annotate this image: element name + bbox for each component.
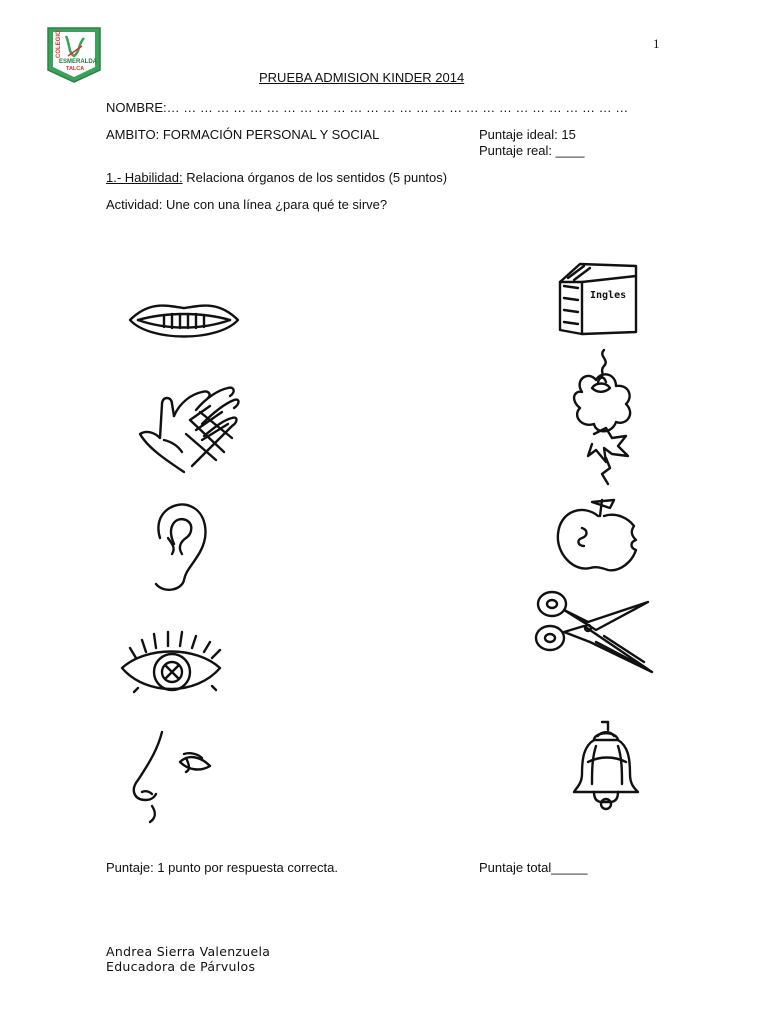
puntaje-real: Puntaje real: ____ — [479, 143, 585, 158]
actividad-instruction: Actividad: Une con una línea ¿para qué te sirve? — [106, 197, 388, 212]
ear-icon — [148, 498, 210, 594]
nose-icon — [128, 728, 214, 822]
page-title: PRUEBA ADMISION KINDER 2014 — [259, 70, 465, 85]
puntaje-ideal: Puntaje ideal: 15 — [479, 127, 576, 142]
school-crest-icon — [46, 26, 102, 84]
mouth-icon — [126, 296, 242, 344]
habilidad-line — [106, 170, 447, 186]
signature-role: Educadora de Párvulos — [106, 959, 256, 974]
logo-text-bottom: TALCA — [66, 66, 85, 72]
logo-text-mid: ESMERALDA — [59, 59, 98, 65]
nombre-field: NOMBRE:… … … … … … … … … … … … … … … … … … … … … … … … … … … … — [106, 100, 629, 115]
apple-icon — [554, 496, 644, 574]
ambito-label: AMBITO: FORMACIÓN PERSONAL Y SOCIAL — [106, 127, 380, 142]
signature-name: Andrea Sierra Valenzuela — [106, 944, 271, 959]
eye-icon — [116, 626, 226, 698]
bell-icon — [570, 718, 642, 812]
habilidad-label: 1.- Habilidad: — [106, 170, 183, 185]
book-label: Ingles — [590, 290, 627, 301]
hand-icon — [136, 376, 242, 476]
page-number: 1 — [653, 36, 660, 51]
footer-puntaje: Puntaje: 1 punto por respuesta correcta. — [106, 860, 338, 875]
flower-icon — [554, 348, 644, 486]
logo-text-top: COLEGIO — [56, 30, 62, 58]
scissors-icon — [534, 588, 656, 678]
footer-total: Puntaje total_____ — [479, 860, 588, 875]
habilidad-text: Relaciona órganos de los sentidos (5 puntos) — [182, 170, 448, 185]
